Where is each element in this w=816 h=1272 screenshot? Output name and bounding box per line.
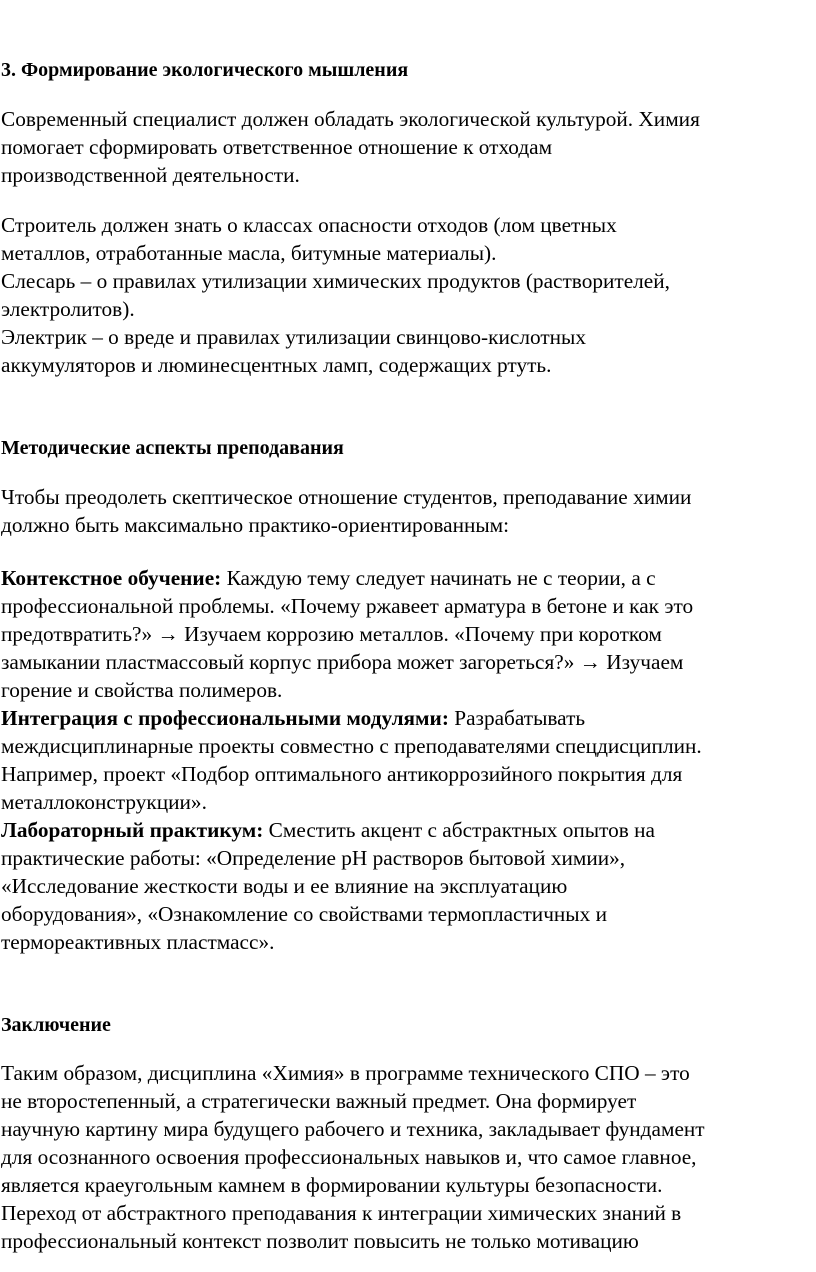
text-line: «Исследование жесткости воды и ее влияние на эксплуатацию <box>1 874 568 898</box>
list-item <box>1 564 813 592</box>
text-line: Электрик – о вреде и правилах утилизации свинцово-кислотных <box>1 325 586 349</box>
text-line: аккумуляторов и люминесцентных ламп, содержащих ртуть. <box>1 353 552 377</box>
text-line: Слесарь – о правилах утилизации химических продуктов (растворителей, <box>1 269 670 293</box>
text-line: металлоконструкции». <box>1 790 207 814</box>
text-line: металлов, отработанные масла, битумные материалы). <box>1 241 497 265</box>
text-line: для осознанного освоения профессиональных навыков и, что самое главное, <box>1 1145 697 1169</box>
method-list <box>1 564 813 956</box>
list-item <box>1 704 813 732</box>
text-line: электролитов). <box>1 297 135 321</box>
item-label: Интеграция с профессиональными модулями: <box>1 706 449 730</box>
paragraph <box>1 105 813 189</box>
section-heading-conclusion: Заключение <box>1 1014 111 1036</box>
list-item <box>1 816 813 844</box>
text-line: междисциплинарные проекты совместно с преподавателями спецдисциплин. <box>1 734 702 758</box>
text-line: Переход от абстрактного преподавания к интеграции химических знаний в <box>1 1201 682 1225</box>
item-text: Сместить акцент с абстрактных опытов на <box>263 818 656 842</box>
text-line: предотвратить?» → Изучаем коррозию металлов. «Почему при коротком <box>1 622 662 646</box>
item-text: Каждую тему следует начинать не с теории, а с <box>221 566 656 590</box>
text-line: должно быть максимально практико-ориентированным: <box>1 513 510 537</box>
text-line: является краеугольным камнем в формировании культуры безопасности. <box>1 1173 663 1197</box>
item-text: Разрабатывать <box>448 706 586 730</box>
text-line: Строитель должен знать о классах опасности отходов (лом цветных <box>1 213 617 237</box>
text-line: Чтобы преодолеть скептическое отношение студентов, преподавание химии <box>1 485 692 509</box>
text-line: Таким образом, дисциплина «Химия» в программе технического СПО – это <box>1 1061 690 1085</box>
item-label: Лабораторный практикум: <box>1 818 264 842</box>
paragraph <box>1 483 813 539</box>
text-line: не второстепенный, а стратегически важный предмет. Она формирует <box>1 1089 637 1113</box>
text-line: замыкании пластмассовый корпус прибора может загореться?» → Изучаем <box>1 650 684 674</box>
text-line: производственной деятельности. <box>1 163 300 187</box>
text-line: научную картину мира будущего рабочего и техника, закладывает фундамент <box>1 1117 705 1141</box>
text-line: практические работы: «Определение pH растворов бытовой химии», <box>1 846 626 870</box>
item-label: Контекстное обучение: <box>1 566 222 590</box>
text-line: помогает сформировать ответственное отношение к отходам <box>1 135 553 159</box>
text-line: Например, проект «Подбор оптимального антикоррозийного покрытия для <box>1 762 683 786</box>
text-line: Современный специалист должен обладать экологической культурой. Химия <box>1 107 700 131</box>
paragraph <box>1 1059 813 1255</box>
text-line: профессиональной проблемы. «Почему ржавеет арматура в бетоне и как это <box>1 594 694 618</box>
paragraph <box>1 211 813 379</box>
text-line: термореактивных пластмасс». <box>1 930 275 954</box>
text-line: профессиональный контекст позволит повысить не только мотивацию <box>1 1229 639 1253</box>
section-heading-ecology: 3. Формирование экологического мышления <box>1 59 409 81</box>
text-line: горение и свойства полимеров. <box>1 678 283 702</box>
section-heading-methods: Методические аспекты преподавания <box>1 437 344 459</box>
text-line: оборудования», «Ознакомление со свойствами термопластичных и <box>1 902 607 926</box>
